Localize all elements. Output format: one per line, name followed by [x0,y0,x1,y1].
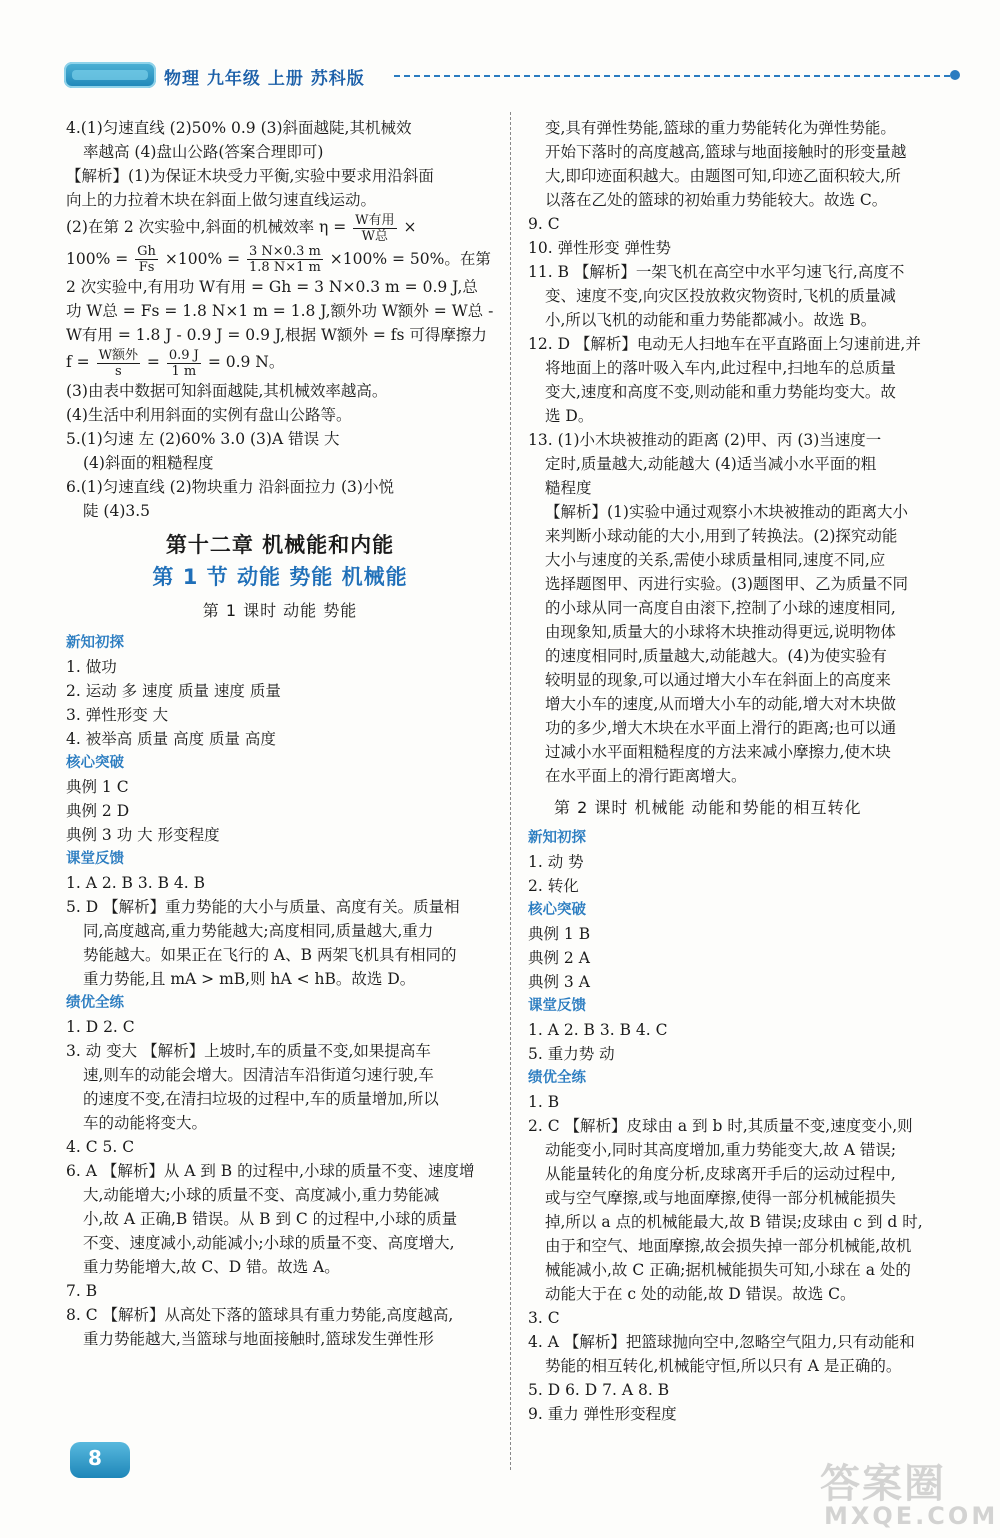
answer-line: 4. C 5. C [66,1137,135,1156]
heading-xinzhi: 新知初探 [528,830,586,846]
answer-line: 同,高度越高,重力势能越大;高度相同,质量越大,重力 [83,921,434,940]
page-number-badge [70,1442,130,1478]
page-header [64,62,964,92]
answer-line: 重力势能,且 mA > mB,则 hA < hB。故选 D。 [83,969,416,988]
answer-line: 的速度不变,在清扫垃圾的过程中,车的质量增加,所以 [83,1089,439,1108]
answer-line: 车的动能将变大。 [83,1113,208,1132]
answer-line: 典例 2 D [66,801,130,820]
answer-line: 典例 3 A [528,973,590,991]
answer-line: 动能大于在 c 处的动能,故 D 错误。故选 C。 [545,1285,856,1303]
q4-line: 率越高 (4)盘山公路(答案合理即可) [83,143,324,161]
answer-line: 6. A 【解析】从 A 到 B 的过程中,小球的质量不变、速度增 [66,1161,475,1180]
answer-line: 或与空气摩擦,或与地面摩擦,使得一部分机械能损失 [545,1189,896,1207]
answer-line: 以落在乙处的篮球的初始重力势能较大。故选 C。 [545,191,888,209]
answer-line: 大小与速度的关系,需使小球质量相同,速度不同,应 [545,551,886,569]
answer-line: 的速度相同时,质量越大,动能越大。(4)为使实验有 [545,647,887,665]
answer-line: 增大小车的速度,从而增大小车的动能,增大对木块做 [545,695,896,713]
answer-line: 定时,质量越大,动能越大 (4)适当减小水平面的粗 [545,455,877,473]
answer-line: 5. 重力势 动 [528,1045,615,1063]
q4-line: (4)生活中利用斜面的实例有盘山公路等。 [66,405,352,424]
q4-line: W有用 = 1.8 J - 0.9 J = 0.9 J,根据 W额外 = fs 可得摩擦力 [66,326,487,344]
answer-line: 小,故 A 正确,B 错误。从 B 到 C 的过程中,小球的质量 [83,1209,458,1228]
right-column [528,116,960,1426]
answer-line: 大,即印迹面积越大。由题图可知,印迹乙面积较大,所 [545,167,901,185]
answer-line: 小,所以飞机的动能和重力势能都减小。故选 B。 [545,311,877,329]
q6-line: 6.(1)匀速直线 (2)物块重力 沿斜面拉力 (3)小悦 [66,477,394,496]
chapter-title: 第十二章 机械能和内能 [165,532,395,557]
answer-line: 2. 转化 [528,877,579,895]
q5-line: 5.(1)匀速 左 (2)60% 3.0 (3)A 错误 大 [66,429,340,448]
answer-line: 1. B [528,1093,560,1111]
answer-line: 势能越大。如果正在飞行的 A、B 两架飞机具有相同的 [83,945,457,964]
q4-formula-calc: 100% = $\frac{Gh}{Fs}$ ×100% = $\frac{3 N\times 0.3 m}{1.8 N\times 1 m}$ ×100% = 50%。在第 [66,244,491,275]
answer-line: 典例 2 A [528,949,590,967]
heading-hexin: 核心突破 [66,754,124,771]
q4-line: 功 W总 = Fs = 1.8 N×1 m = 1.8 J,额外功 W额外 = W总 - [66,302,494,320]
answer-line: 5. D 6. D 7. A 8. B [528,1381,670,1399]
answer-line: 1. 做功 [66,657,117,676]
answer-line: 重力势能增大,故 C、D 错。故选 A。 [83,1257,340,1276]
q4-line: 向上的力拉着木块在斜面上做匀速直线运动。 [66,191,377,209]
section-title: 第 1 节 动能 势能 机械能 [152,564,408,589]
answer-line: 7. B [66,1281,98,1300]
answer-line: 重力势能越大,当篮球与地面接触时,篮球发生弹性形 [83,1329,434,1348]
answer-line: 速,则车的动能会增大。因清洁车沿街道匀速行驶,车 [83,1065,434,1084]
answer-line: 1. D 2. C [66,1017,135,1036]
answer-line: 2. C 【解析】皮球由 a 到 b 时,其质量不变,速度变小,则 [528,1117,913,1135]
answer-line: 开始下落时的高度越高,篮球与地面接触时的形变量越 [545,143,907,161]
answer-line: 典例 3 功 大 形变程度 [66,825,220,844]
answer-line: 3. 弹性形变 大 [66,705,169,724]
answer-line: 5. D 【解析】重力势能的大小与质量、高度有关。质量相 [66,897,460,916]
answer-line: 变、速度不变,向灾区投放救灾物资时,飞机的质量减 [545,287,896,305]
q4-line: 2 次实验中,有用功 W有用 = Gh = 3 N×0.3 m = 0.9 J,总 [66,278,478,296]
heading-ketang: 课堂反馈 [66,850,124,867]
answer-line: 1. 动 势 [528,853,584,871]
answer-line: 由于和空气、地面摩擦,故会损失掉一部分机械能,故机 [545,1237,912,1255]
column-divider [510,112,511,1470]
answer-line: 11. B 【解析】一架飞机在高空中水平匀速飞行,高度不 [528,263,905,281]
answer-line: 3. 动 变大 【解析】上坡时,车的质量不变,如果提高车 [66,1041,431,1060]
watermark-logo: 答案圈 MXQE.COM [820,1461,999,1530]
answer-line: 较明显的现象,可以通过增大小车在斜面上的高度来 [545,671,891,689]
answer-line: 典例 1 C [66,777,129,796]
answer-line: 由现象知,质量大的小球将木块推动得更远,说明物体 [545,623,896,641]
answer-line: 8. C 【解析】从高处下落的篮球具有重力势能,高度越高, [66,1305,454,1324]
answer-line: 大,动能增大;小球的质量不变、高度减小,重力势能减 [83,1185,440,1204]
answer-line: 糙程度 [545,479,592,497]
answer-line: 动能变小,同时其高度增加,重力势能变大,故 A 错误; [545,1141,897,1159]
heading-xinzhi: 新知初探 [66,634,124,651]
answer-line: 4. A 【解析】把篮球抛向空中,忽略空气阻力,只有动能和 [528,1333,915,1351]
answer-line: 功的多少,增大木块在水平面上滑行的距离;也可以通 [545,719,897,737]
answer-line: 将地面上的落叶吸入车内,此过程中,扫地车的总质量 [545,359,896,377]
page-number: 8 [88,1446,102,1470]
heading-jiyou: 绩优全练 [66,994,124,1011]
q5-line: (4)斜面的粗糙程度 [83,453,214,472]
answer-line: 在水平面上的滑行距离增大。 [545,767,747,785]
heading-jiyou: 绩优全练 [528,1070,586,1086]
series-logo [64,62,156,88]
answer-line: 9. 重力 弹性形变程度 [528,1405,677,1423]
q4-analysis: 【解析】(1)为保证木块受力平衡,实验中要求用沿斜面 [66,167,434,185]
book-title: 物理 九年级 上册 苏科版 [164,69,365,89]
answer-line: 选择题图甲、丙进行实验。(3)题图甲、乙为质量不同 [545,575,908,593]
answer-line: 【解析】(1)实验中通过观察小木块被推动的距离大小 [545,503,908,521]
answer-line: 3. C [528,1309,560,1327]
q4-line: (3)由表中数据可知斜面越陡,其机械效率越高。 [66,381,388,400]
answer-line: 典例 1 B [528,925,591,943]
left-column [66,116,494,1351]
q6-line: 陡 (4)3.5 [83,501,151,520]
answer-line: 1. A 2. B 3. B 4. C [528,1021,668,1039]
q4-formula-efficiency: (2)在第 2 次实验中,斜面的机械效率 η = $\frac{\text{W有用}}{\text{W总}}$ × [66,212,417,244]
answer-line: 2. 运动 多 速度 质量 速度 质量 [66,681,281,700]
answer-line: 4. 被举高 质量 高度 质量 高度 [66,729,276,748]
header-dot [950,70,960,80]
answer-line: 势能的相互转化,机械能守恒,所以只有 A 是正确的。 [545,1357,902,1375]
answer-line: 变,具有弹性势能,篮球的重力势能转化为弹性势能。 [545,119,896,137]
lesson-title: 第 1 课时 动能 势能 [202,600,358,620]
heading-ketang: 课堂反馈 [528,998,586,1014]
answer-line: 从能量转化的角度分析,皮球离开手后的运动过程中, [545,1165,896,1183]
q4-line: 4.(1)匀速直线 (2)50% 0.9 (3)斜面越陡,其机械效 [66,119,412,137]
answer-line: 选 D。 [545,407,594,425]
answer-line: 的小球从同一高度自由滚下,控制了小球的速度相同, [545,599,896,617]
answer-line: 来判断小球动能的大小,用到了转换法。(2)探究动能 [545,527,898,545]
answer-line: 械能减小,故 C 正确;据机械能损失可知,小球在 a 处的 [545,1261,911,1279]
answer-line: 12. D 【解析】电动无人扫地车在平直路面上匀速前进,并 [528,335,921,353]
answer-line: 9. C [528,215,560,233]
lesson-title-2: 第 2 课时 机械能 动能和势能的相互转化 [554,798,862,817]
answer-line: 13. (1)小木块被推动的距离 (2)甲、丙 (3)当速度一 [528,431,882,449]
header-dashed-rule [394,75,950,77]
answer-line: 掉,所以 a 点的机械能最大,故 B 错误;皮球由 c 到 d 时, [545,1213,923,1231]
answer-line: 10. 弹性形变 弹性势 [528,239,672,257]
heading-hexin: 核心突破 [528,902,586,918]
answer-line: 1. A 2. B 3. B 4. B [66,873,206,892]
answer-line: 变大,速度和高度不变,则动能和重力势能均变大。故 [545,383,896,401]
answer-line: 过减小水平面粗糙程度的方法来减小摩擦力,使木块 [545,743,891,761]
q4-formula-friction: f = $\frac{\text{W额外}}{s}$ = $\frac{0.9 J}{1 m}$ = 0.9 N。 [66,347,285,379]
answer-line: 不变、速度减小,动能减小;小球的质量不变、高度增大, [83,1233,455,1252]
